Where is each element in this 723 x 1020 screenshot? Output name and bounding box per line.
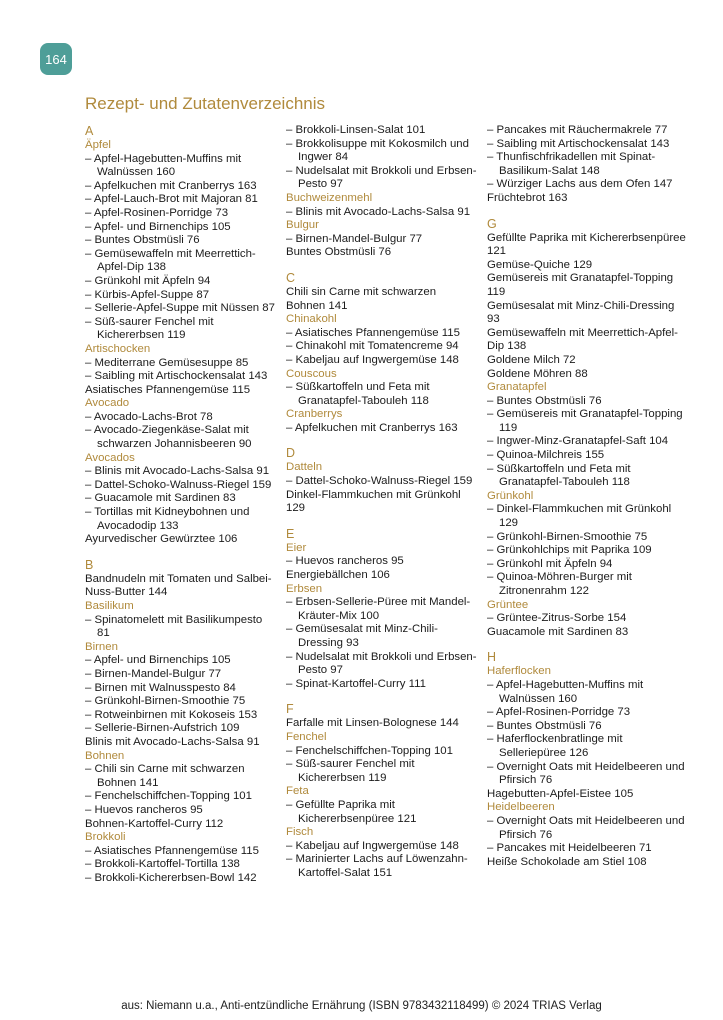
index-ingredient-heading: Brokkoli — [85, 831, 126, 844]
index-ingredient-heading: Datteln — [286, 461, 323, 474]
index-ingredient-heading: Äpfel — [85, 139, 111, 151]
index-entry: Buntes Obstmüsli 76 — [286, 246, 392, 259]
index-entry: Blinis mit Avocado-Lachs-Salsa 91 — [85, 735, 260, 748]
index-ingredient-heading: Basilikum — [85, 600, 134, 612]
index-ingredient-heading: Avocados — [85, 451, 135, 464]
index-letter-heading: A — [85, 124, 94, 138]
index-sub-entry: – Asiatisches Pfannengemüse 115 — [85, 844, 259, 857]
index-letter-heading: G — [487, 216, 497, 231]
index-sub-entry: – Chili sin Carne mit schwarzen Bohnen 141 — [85, 763, 245, 789]
index-sub-entry: – Pancakes mit Heidelbeeren 71 — [487, 842, 652, 855]
index-entry: Dinkel-Flammkuchen mit Grünkohl 129 — [286, 488, 461, 515]
index-sub-entry: – Brokkoli-Linsen-Salat 101 — [286, 124, 426, 136]
index-sub-entry: – Kabeljau auf Ingwergemüse 148 — [286, 353, 459, 366]
index-sub-entry: – Sellerie-Birnen-Aufstrich 109 — [85, 722, 240, 735]
index-sub-entry: – Dattel-Schoko-Walnuss-Riegel 159 — [85, 478, 272, 491]
footer-citation: aus: Niemann u.a., Anti-entzündliche Ernährung (ISBN 9783432118499) © 2024 TRIAS Verlag — [121, 1000, 602, 1012]
index-sub-entry: – Mediterrane Gemüsesuppe 85 — [85, 356, 249, 369]
index-entry: Guacamole mit Sardinen 83 — [487, 625, 629, 638]
index-sub-entry: – Süßkartoffeln und Feta mit Granatapfel-Tabouleh 118 — [487, 462, 631, 489]
index-entry: Ayurvedischer Gewürztee 106 — [85, 533, 238, 546]
index-ingredient-heading: Eier — [286, 541, 307, 554]
index-sub-entry: – Quinoa-Milchreis 155 — [487, 449, 605, 462]
index-sub-entry: – Grünkohl mit Äpfeln 94 — [85, 274, 211, 287]
index-sub-entry: – Sellerie-Apfel-Suppe mit Nüssen 87 — [85, 302, 275, 315]
index-ingredient-heading: Cranberrys — [286, 408, 343, 421]
index-sub-entry: – Kabeljau auf Ingwergemüse 148 — [286, 839, 459, 852]
index-entry: Früchtebrot 163 — [487, 191, 568, 204]
index-ingredient-heading: Artischocken — [85, 342, 151, 355]
index-sub-entry: – Spinat-Kartoffel-Curry 111 — [286, 677, 426, 690]
index-sub-entry: – Grünkohl-Birnen-Smoothie 75 — [487, 530, 648, 543]
index-sub-entry: – Thunfischfrikadellen mit Spinat-Basilikum-Salat 148 — [487, 151, 656, 177]
index-letter-heading: E — [286, 526, 295, 541]
index-sub-entry: – Dinkel-Flammkuchen mit Grünkohl 129 — [487, 503, 672, 530]
index-sub-entry: – Tortillas mit Kidneybohnen und Avocadodip 133 — [85, 506, 250, 532]
index-letter-heading: C — [286, 270, 296, 285]
index-sub-entry: – Asiatisches Pfannengemüse 115 — [286, 326, 460, 339]
index-sub-entry: – Gefüllte Paprika mit Kichererbsenpüree 121 — [286, 798, 417, 825]
index-ingredient-heading: Feta — [286, 785, 309, 798]
index-sub-entry: – Buntes Obstmüsli 76 — [487, 719, 602, 732]
index-sub-entry: – Grünkohlchips mit Paprika 109 — [487, 544, 652, 557]
index-sub-entry: – Saibling mit Artischockensalat 143 — [487, 137, 670, 150]
index-column-2 — [286, 124, 478, 881]
index-sub-entry: – Spinatomelett mit Basilikumpesto 81 — [85, 613, 263, 640]
index-ingredient-heading: Fisch — [286, 826, 314, 839]
index-sub-entry: – Avocado-Lachs-Brot 78 — [85, 410, 213, 423]
index-sub-entry: – Nudelsalat mit Brokkoli und Erbsen-Pesto 97 — [286, 164, 477, 191]
index-sub-entry: – Ingwer-Minz-Granatapfel-Saft 104 — [487, 435, 669, 448]
index-sub-entry: – Blinis mit Avocado-Lachs-Salsa 91 — [85, 465, 270, 478]
index-sub-entry: – Brokkoli-Kichererbsen-Bowl 142 — [85, 871, 257, 884]
index-ingredient-heading: Buchweizenmehl — [286, 191, 373, 204]
index-ingredient-heading: Erbsen — [286, 582, 323, 595]
index-sub-entry: – Apfel-Hagebutten-Muffins mit Walnüssen 160 — [85, 152, 242, 179]
index-sub-entry: – Apfel-Rosinen-Porridge 73 — [85, 206, 229, 219]
index-sub-entry: – Erbsen-Sellerie-Püree mit Mandel-Kräuter-Mix 100 — [286, 596, 471, 622]
index-sub-entry: – Pancakes mit Räuchermakrele 77 — [487, 124, 668, 136]
index-sub-entry: – Gemüsewaffeln mit Meerrettich-Apfel-Dip 138 — [85, 247, 256, 274]
index-ingredient-heading: Grünkohl — [487, 489, 534, 502]
index-entry: Gemüsesalat mit Minz-Chili-Dressing 93 — [487, 299, 675, 326]
index-sub-entry: – Fenchelschiffchen-Topping 101 — [286, 744, 453, 757]
index-sub-entry: – Buntes Obstmüsli 76 — [85, 234, 200, 247]
index-entry: Gemüsereis mit Granatapfel-Topping 119 — [487, 272, 674, 298]
index-ingredient-heading: Avocado — [85, 397, 130, 410]
index-ingredient-heading: Fenchel — [286, 730, 327, 743]
index-sub-entry: – Grünkohl-Birnen-Smoothie 75 — [85, 695, 246, 708]
page-number-badge — [40, 43, 72, 75]
index-ingredient-heading: Bulgur — [286, 219, 319, 232]
index-ingredient-heading: Heidelbeeren — [487, 801, 555, 814]
index-entry: Gemüsewaffeln mit Meerrettich-Apfel-Dip 138 — [487, 326, 678, 353]
index-sub-entry: – Blinis mit Avocado-Lachs-Salsa 91 — [286, 205, 471, 218]
index-sub-entry: – Kürbis-Apfel-Suppe 87 — [85, 288, 210, 301]
index-ingredient-heading: Bohnen — [85, 749, 125, 762]
index-sub-entry: – Birnen-Mandel-Bulgur 77 — [286, 232, 423, 245]
index-entry: Bandnudeln mit Tomaten und Salbei-Nuss-Butter 144 — [85, 572, 272, 599]
index-entry: Goldene Milch 72 — [487, 353, 576, 366]
index-letter-heading: B — [85, 557, 94, 572]
index-sub-entry: – Apfel- und Birnenchips 105 — [85, 654, 231, 667]
index-sub-entry: – Buntes Obstmüsli 76 — [487, 394, 602, 407]
index-sub-entry: – Birnen mit Walnusspesto 84 — [85, 681, 236, 694]
index-sub-entry: – Chinakohl mit Tomatencreme 94 — [286, 340, 459, 353]
index-sub-entry: – Marinierter Lachs auf Löwenzahn-Kartoffel-Salat 151 — [286, 853, 468, 879]
index-sub-entry: – Apfel-Hagebutten-Muffins mit Walnüssen 160 — [487, 678, 644, 705]
index-sub-entry: – Grünkohl mit Äpfeln 94 — [487, 557, 613, 570]
index-ingredient-heading: Haferflocken — [487, 665, 551, 678]
index-entry: Farfalle mit Linsen-Bolognese 144 — [286, 717, 459, 730]
index-sub-entry: – Gemüsereis mit Granatapfel-Topping 119 — [487, 408, 683, 434]
index-entry: Goldene Möhren 88 — [487, 367, 588, 380]
index-sub-entry: – Avocado-Ziegenkäse-Salat mit schwarzen Johannisbeeren 90 — [85, 424, 252, 451]
index-entry: Asiatisches Pfannengemüse 115 — [85, 383, 251, 396]
index-sub-entry: – Huevos rancheros 95 — [286, 555, 404, 568]
index-sub-entry: – Rotweinbirnen mit Kokoseis 153 — [85, 708, 258, 721]
index-sub-entry: – Nudelsalat mit Brokkoli und Erbsen-Pesto 97 — [286, 650, 477, 677]
index-sub-entry: – Dattel-Schoko-Walnuss-Riegel 159 — [286, 475, 473, 488]
index-sub-entry: – Apfel-Lauch-Brot mit Majoran 81 — [85, 193, 258, 206]
index-entry: Gefüllte Paprika mit Kichererbsenpüree 121 — [487, 231, 686, 258]
index-sub-entry: – Süßkartoffeln und Feta mit Granatapfel-Tabouleh 118 — [286, 381, 430, 407]
index-sub-entry: – Huevos rancheros 95 — [85, 803, 203, 816]
index-sub-entry: – Guacamole mit Sardinen 83 — [85, 492, 236, 505]
index-ingredient-heading: Granatapfel — [487, 381, 547, 394]
index-ingredient-heading: Birnen — [85, 640, 118, 653]
index-ingredient-heading: Grüntee — [487, 598, 529, 611]
index-entry: Chili sin Carne mit schwarzen Bohnen 141 — [286, 285, 437, 312]
index-letter-heading: D — [286, 446, 296, 461]
index-sub-entry: – Birnen-Mandel-Bulgur 77 — [85, 667, 222, 680]
index-entry: Bohnen-Kartoffel-Curry 112 — [85, 817, 224, 830]
index-sub-entry: – Brokkoli-Kartoffel-Tortilla 138 — [85, 858, 240, 871]
index-sub-entry: – Grüntee-Zitrus-Sorbe 154 — [487, 612, 627, 625]
index-sub-entry: – Saibling mit Artischockensalat 143 — [85, 370, 268, 383]
index-sub-entry: – Würziger Lachs aus dem Ofen 147 — [487, 178, 673, 191]
index-sub-entry: – Gemüsesalat mit Minz-Chili-Dressing 93 — [286, 623, 438, 649]
index-entry: Energiebällchen 106 — [286, 569, 390, 582]
index-ingredient-heading: Chinakohl — [286, 313, 337, 326]
index-sub-entry: – Apfelkuchen mit Cranberrys 163 — [286, 421, 458, 434]
page-number: 164 — [45, 51, 67, 67]
index-entry: Gemüse-Quiche 129 — [487, 258, 593, 271]
index-letter-heading: F — [286, 702, 294, 717]
index-sub-entry: – Overnight Oats mit Heidelbeeren und Pfirsich 76 — [487, 760, 685, 787]
index-sub-entry: – Apfel- und Birnenchips 105 — [85, 220, 231, 233]
index-sub-entry: – Haferflockenbratlinge mit Selleriepüree 126 — [487, 733, 623, 759]
index-sub-entry: – Apfelkuchen mit Cranberrys 163 — [85, 179, 257, 192]
index-column-3 — [487, 124, 687, 869]
index-sub-entry: – Apfel-Rosinen-Porridge 73 — [487, 706, 631, 719]
index-column-1 — [85, 124, 275, 885]
index-sub-entry: – Süß-saurer Fenchel mit Kichererbsen 119 — [85, 315, 214, 342]
index-sub-entry: – Quinoa-Möhren-Burger mit Zitronenrahm 122 — [487, 571, 632, 597]
index-entry: Hagebutten-Apfel-Eistee 105 — [487, 787, 634, 800]
page-title: Rezept- und Zutatenverzeichnis — [85, 94, 326, 113]
index-sub-entry: – Fenchelschiffchen-Topping 101 — [85, 790, 252, 803]
index-letter-heading: H — [487, 650, 497, 665]
index-ingredient-heading: Couscous — [286, 367, 337, 380]
index-sub-entry: – Brokkolisuppe mit Kokosmilch und Ingwer 84 — [286, 137, 469, 164]
index-sub-entry: – Overnight Oats mit Heidelbeeren und Pfirsich 76 — [487, 814, 685, 841]
index-entry: Heiße Schokolade am Stiel 108 — [487, 855, 647, 868]
index-sub-entry: – Süß-saurer Fenchel mit Kichererbsen 119 — [286, 758, 415, 784]
